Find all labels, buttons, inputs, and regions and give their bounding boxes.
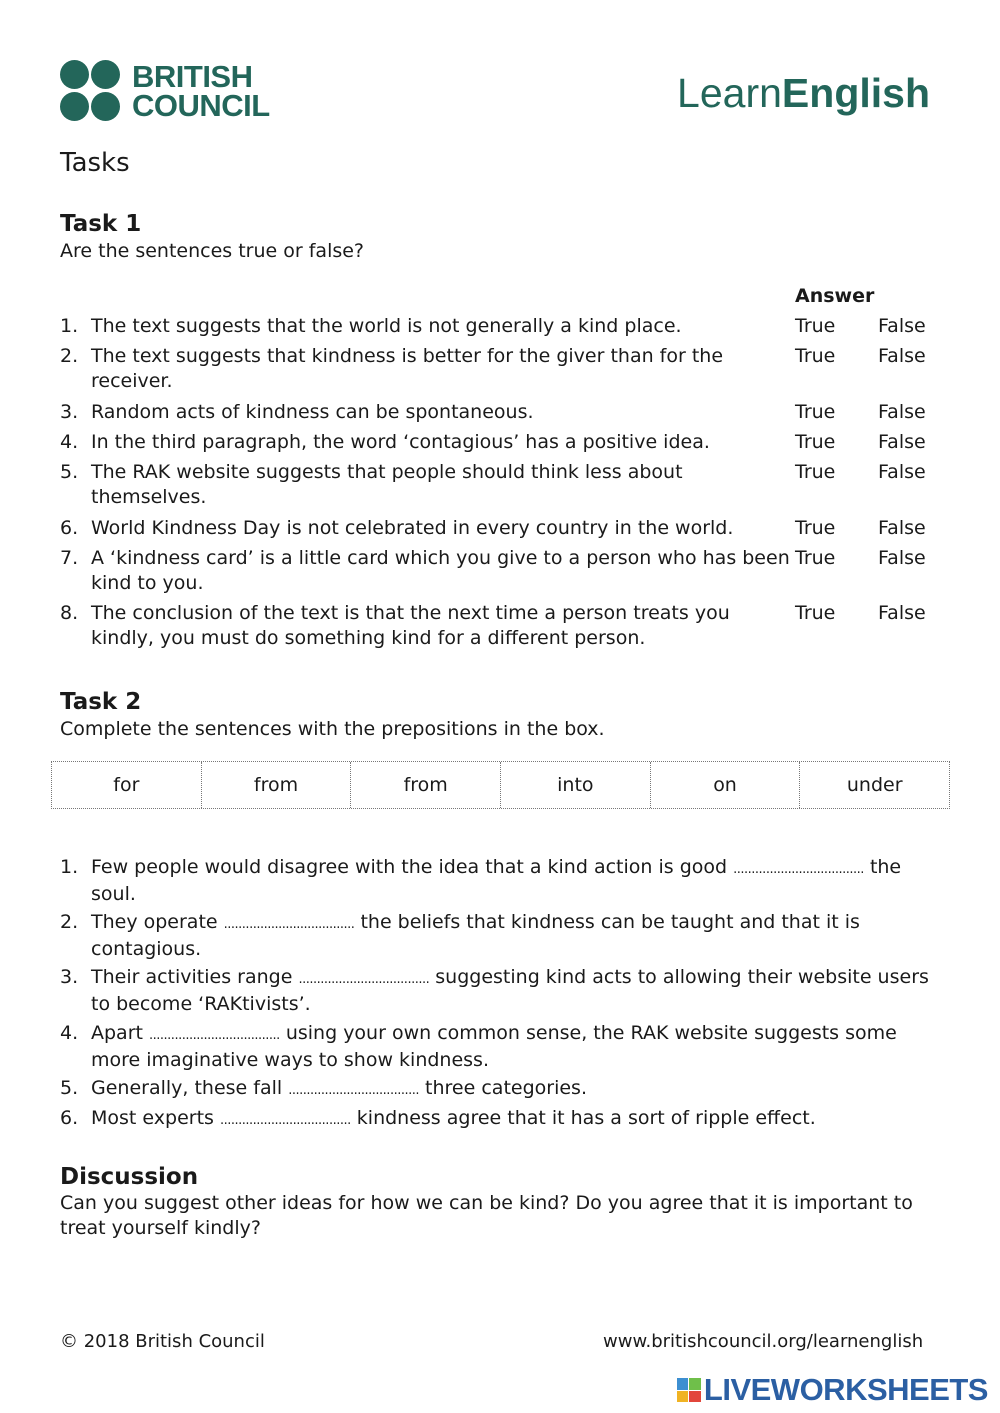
item-number: 8. xyxy=(60,602,79,624)
british-council-logo xyxy=(60,60,270,122)
task1-item xyxy=(60,430,940,455)
item-statement: Random acts of kindness can be spontaneous. xyxy=(91,401,534,423)
sentence-text: Few people would disagree with the idea that a kind action is good .................................... the soul. xyxy=(91,856,902,905)
copyright: © 2018 British Council xyxy=(60,1331,265,1352)
task1-item xyxy=(60,314,940,339)
sentence-number: 1. xyxy=(60,856,79,878)
item-statement: In the third paragraph, the word ‘contagious’ has a positive idea. xyxy=(91,431,710,453)
false-option[interactable]: False xyxy=(878,401,926,423)
british-council-wordmark: BRITISH COUNCIL xyxy=(132,59,270,123)
true-option[interactable]: True xyxy=(795,547,836,569)
task1-item xyxy=(60,546,940,596)
sentence-number: 6. xyxy=(60,1107,79,1129)
sentence-text: Generally, these fall .................................... three categories. xyxy=(91,1077,587,1099)
item-number: 7. xyxy=(60,547,79,569)
preposition-word: on xyxy=(651,762,801,808)
preposition-word: from xyxy=(351,762,501,808)
task1-item xyxy=(60,516,940,541)
item-number: 3. xyxy=(60,401,79,423)
task2-instruction: Complete the sentences with the prepositions in the box. xyxy=(60,718,605,740)
task2-title: Task 2 xyxy=(60,689,142,715)
answer-blank[interactable]: .................................... xyxy=(733,862,864,877)
preposition-word: into xyxy=(501,762,651,808)
item-statement: The text suggests that the world is not generally a kind place. xyxy=(91,315,682,337)
task2-sentence xyxy=(60,910,940,962)
item-number: 6. xyxy=(60,517,79,539)
task1-instruction: Are the sentences true or false? xyxy=(60,240,365,262)
sentence-number: 4. xyxy=(60,1022,79,1044)
item-number: 1. xyxy=(60,315,79,337)
task1-item xyxy=(60,400,940,425)
item-statement: The conclusion of the text is that the next time a person treats you kindly, you must do something kind for a different person. xyxy=(91,602,730,649)
false-option[interactable]: False xyxy=(878,517,926,539)
false-option[interactable]: False xyxy=(878,315,926,337)
answer-blank[interactable]: .................................... xyxy=(298,972,430,987)
true-option[interactable]: True xyxy=(795,315,836,337)
preposition-word: under xyxy=(846,774,903,796)
footer-url: www.britishcouncil.org/learnenglish xyxy=(603,1331,924,1352)
liveworksheets-logo: LIVEWORKSHEETS xyxy=(677,1372,988,1408)
preposition-word: for xyxy=(52,762,202,808)
true-option[interactable]: True xyxy=(795,401,836,423)
answer-blank[interactable]: .................................... xyxy=(149,1028,280,1043)
task2-sentence xyxy=(60,1021,940,1073)
true-option[interactable]: True xyxy=(795,517,836,539)
item-statement: World Kindness Day is not celebrated in every country in the world. xyxy=(91,517,734,539)
item-statement: The text suggests that kindness is better for the giver than for the receiver. xyxy=(91,345,724,392)
learnenglish-logo: LearnEnglish xyxy=(677,70,930,116)
page-title: Tasks xyxy=(60,148,130,178)
task2-sentence xyxy=(60,1106,940,1133)
preposition-box xyxy=(51,761,950,809)
sentence-number: 2. xyxy=(60,911,79,933)
false-option[interactable]: False xyxy=(878,345,926,367)
false-option[interactable]: False xyxy=(878,461,926,483)
sentence-text: Apart .................................... using your own common sense, the RAK website suggests some more imaginative ways to show kindness. xyxy=(91,1022,897,1071)
sentence-number: 5. xyxy=(60,1077,79,1099)
british-council-dots-icon xyxy=(60,60,122,122)
true-option[interactable]: True xyxy=(795,602,836,624)
answer-blank[interactable]: .................................... xyxy=(288,1083,419,1098)
liveworksheets-icon xyxy=(677,1378,701,1402)
discussion-text: Can you suggest other ideas for how we can be kind? Do you agree that it is important to treat yourself kindly? xyxy=(60,1192,913,1239)
false-option[interactable]: False xyxy=(878,602,926,624)
true-option[interactable]: True xyxy=(795,431,836,453)
task1-item xyxy=(60,601,940,651)
item-number: 4. xyxy=(60,431,79,453)
true-option[interactable]: True xyxy=(795,461,836,483)
task2-sentence xyxy=(60,965,940,1017)
sentence-text: They operate .................................... the beliefs that kindness can be taught and that it is contagious. xyxy=(91,911,860,960)
item-number: 2. xyxy=(60,345,79,367)
task1-item xyxy=(60,344,940,394)
false-option[interactable]: False xyxy=(878,431,926,453)
false-option[interactable]: False xyxy=(878,547,926,569)
task2-sentence xyxy=(60,855,940,907)
sentence-text: Their activities range .................................... suggesting kind acts to allowing their website users to become ‘RAKtivists’. xyxy=(91,966,929,1015)
preposition-word: from xyxy=(202,762,352,808)
item-number: 5. xyxy=(60,461,79,483)
answer-blank[interactable]: .................................... xyxy=(219,1113,351,1128)
sentence-number: 3. xyxy=(60,966,79,988)
sentence-text: Most experts .................................... kindness agree that it has a sort of ripple effect. xyxy=(91,1107,816,1129)
item-statement: The RAK website suggests that people should think less about themselves. xyxy=(91,461,683,508)
answer-blank[interactable]: .................................... xyxy=(223,917,355,932)
task1-item xyxy=(60,460,940,510)
item-statement: A ‘kindness card’ is a little card which you give to a person who has been kind to you. xyxy=(91,547,790,594)
task1-title: Task 1 xyxy=(60,211,142,237)
answer-header: Answer xyxy=(795,285,875,307)
true-option[interactable]: True xyxy=(795,345,836,367)
task2-sentence xyxy=(60,1076,940,1103)
discussion-title: Discussion xyxy=(60,1164,199,1190)
